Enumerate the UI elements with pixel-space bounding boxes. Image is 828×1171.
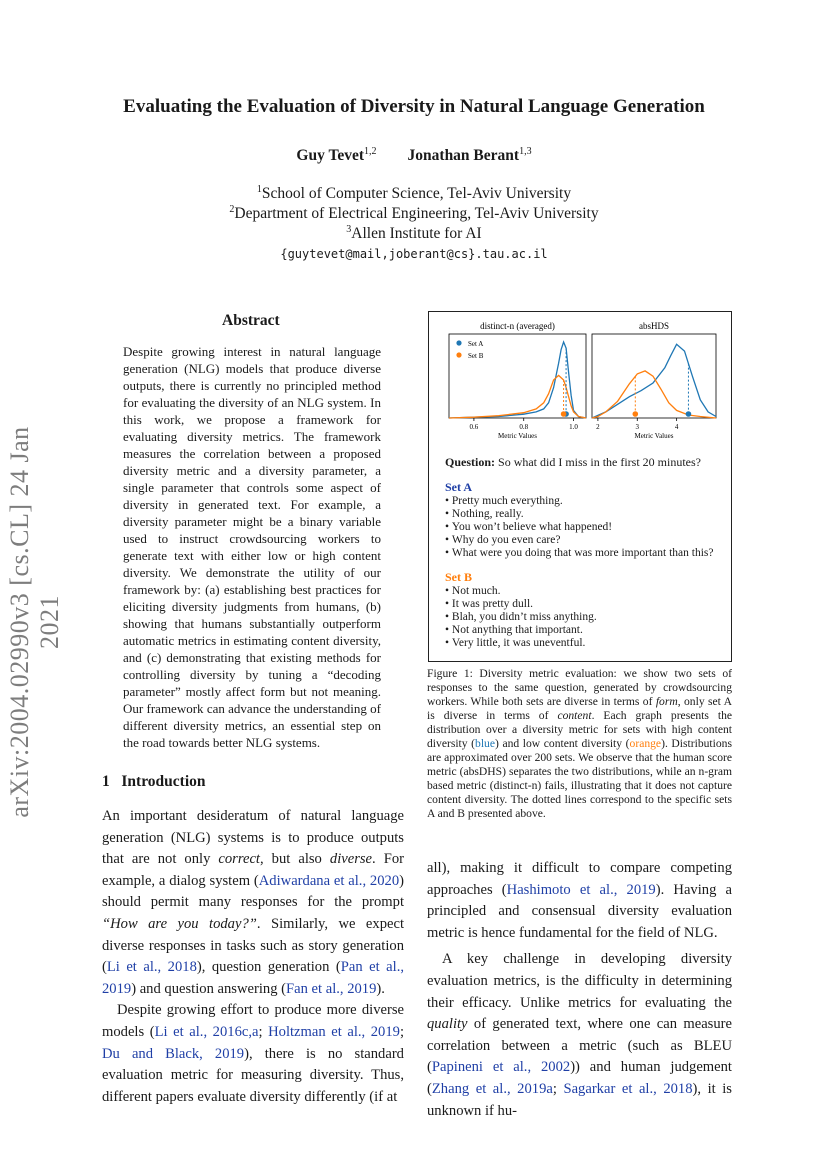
- arxiv-identifier: arXiv:2004.02990v3 [cs.CL] 24 Jan 2021: [5, 426, 64, 818]
- abstract-text: Despite growing interest in natural language generation (NLG) models that produce diverse outputs, there is currently no principled method for evaluating the diversity of an NLG system. In this work, we propose a framework for evaluating diversity metrics. The framework measures the correlation between a proposed diversity metric and a diversity parameter, a single parameter that controls some aspect of diversity in generated text. For example, a diversity parameter might be a binary variable used to instruct crowdsourcing workers to generate text with either low or high content diversity. We demonstrate the utility of our framework by: (a) establishing best practices for eliciting diversity judgments from humans, (b) showing that humans substantially outperform automatic metrics in estimating content diversity, and (c) demonstrating that existing methods for controlling diversity by tuning a “decoding parameter” mostly affect form but not meaning. Our framework can advance the understanding of different diversity metrics, an essential step on the road towards better NLG systems.: [123, 344, 381, 750]
- citation-link[interactable]: Fan et al., 2019: [286, 980, 377, 997]
- figure-caption: Figure 1: Diversity metric evaluation: we show two sets of responses to the same question, generated by crowdsourcing workers. While both sets are diverse in terms of form, only set A is diverse in terms of content. Each graph presents the distribution over a diversity metric for sets with high content diversity (blue) and low content diversity (orange). Distributions are approximated over 200 sets. We observe that the human score metric (absDHS) separates the two distributions, while an n-gram based metric (distinct-n) fails, illustrating that it does not capture content diversity. The dotted lines correspond to the specific sets A and B presented above.: [427, 667, 733, 820]
- citation-link[interactable]: Hashimoto et al., 2019: [506, 881, 656, 898]
- chart-title: distinct-n (averaged): [480, 321, 555, 331]
- x-axis-label: Metric Values: [634, 432, 674, 440]
- author-name: Jonathan Berant: [407, 147, 520, 165]
- list-item: • It was pretty dull.: [445, 598, 725, 611]
- intro-right-column: [427, 858, 732, 1122]
- figure-question: Question: So what did I miss in the first 20 minutes?: [445, 455, 702, 469]
- legend-label: Set B: [468, 352, 484, 360]
- set-b-block: [445, 570, 725, 650]
- plot-frame: [592, 334, 716, 418]
- x-tick-label: 4: [674, 423, 679, 431]
- list-item: • Why do you even care?: [445, 534, 725, 547]
- x-tick-label: 2: [596, 423, 600, 431]
- list-item: • Nothing, really.: [445, 508, 725, 521]
- x-tick-label: 3: [635, 423, 640, 431]
- paragraph: An important desideratum of natural language generation (NLG) systems is to produce outputs that are not only correct, but also diverse. For example, a dialog system (Adiwardana et al., 2020) should permit many responses for the prompt “How are you today?”. Similarly, we expect diverse responses in tasks such as story generation (Li et al., 2018), question generation (Pan et al., 2019) and question answering (Fan et al., 2019).: [102, 808, 405, 997]
- abstract-heading: Abstract: [222, 312, 280, 329]
- set-a-block: [445, 480, 725, 560]
- affiliation: $^1$School of Computer Science, Tel-Aviv University: [256, 184, 572, 203]
- list-item: • What were you doing that was more important than this?: [445, 547, 725, 560]
- intro-left-column: [102, 806, 404, 1108]
- paragraph: Despite growing effort to produce more diverse models (Li et al., 2016c,a; Holtzman et al., 2019; Du and Black, 2019), there is no standard evaluation metric for measuring diversity. Thus, different papers evaluate diversity differently (if at: [102, 1002, 405, 1105]
- citation-link[interactable]: Li et al., 2018: [106, 959, 197, 976]
- x-tick-label: 0.6: [469, 423, 479, 431]
- paper-title: Evaluating the Evaluation of Diversity in Natural Language Generation: [123, 96, 705, 117]
- citation-link[interactable]: Holtzman et al., 2019: [268, 1023, 400, 1040]
- citation-link[interactable]: Sagarkar et al., 2018: [563, 1080, 693, 1097]
- list-item: • Not anything that important.: [445, 624, 725, 637]
- author-email: {guytevet@mail,joberant@cs}.tau.ac.il: [280, 247, 548, 261]
- legend-label: Set A: [468, 340, 484, 348]
- figure-charts: [429, 312, 729, 452]
- author-name: Guy Tevet: [296, 147, 365, 165]
- chart-title: absHDS: [638, 321, 670, 331]
- list-item: • Not much.: [445, 585, 725, 598]
- set-marker-point: [633, 411, 639, 417]
- set-b-label: Set B: [445, 570, 472, 584]
- density-line-set-b: [592, 371, 716, 418]
- affiliation: $^2$Department of Electrical Engineering, Tel-Aviv University: [229, 204, 599, 223]
- list-item: • You won’t believe what happened!: [445, 521, 725, 534]
- citation-link[interactable]: Papineni et al., 2002: [431, 1059, 571, 1076]
- list-item: • Pretty much everything.: [445, 495, 725, 508]
- x-tick-label: 0.8: [519, 423, 529, 431]
- legend-marker: [456, 340, 461, 345]
- citation-link[interactable]: Zhang et al., 2019a: [431, 1080, 553, 1097]
- set-b-list: [445, 585, 725, 650]
- legend-marker: [456, 352, 461, 357]
- list-item: • Very little, it was uneventful.: [445, 637, 725, 650]
- set-a-label: Set A: [445, 480, 472, 494]
- citation-link[interactable]: Adiwardana et al., 2020: [258, 872, 400, 889]
- affiliation: $^3$Allen Institute for AI: [346, 224, 482, 243]
- set-marker-point: [686, 411, 692, 417]
- x-axis-label: Metric Values: [498, 432, 537, 440]
- section-heading: 1 Introduction: [102, 773, 206, 790]
- paragraph: A key challenge in developing diversity evaluation metrics, is the difficulty in determining their efficacy. Unlike metrics for evaluating the quality of generated text, where one can measure correlation between a metric (such as BLEU (Papineni et al., 2002)) and human judgement (Zhang et al., 2019a; Sagarkar et al., 2018), it is unknown if hu-: [427, 951, 732, 1119]
- paragraph: all), making it difficult to compare competing approaches (Hashimoto et al., 2019). Having a principled and consensual diversity evaluation metric is hence fundamental for the field of NLG.: [427, 860, 732, 941]
- list-item: • Blah, you didn’t miss anything.: [445, 611, 725, 624]
- citation-link[interactable]: Du and Black, 2019: [102, 1045, 245, 1062]
- author-list: Guy Tevet$^{1,2}$ Jonathan Berant$^{1,3}$: [296, 146, 532, 165]
- set-marker-point: [561, 411, 567, 417]
- citation-link[interactable]: Li et al., 2016c,a: [154, 1023, 259, 1040]
- x-tick-label: 1.0: [569, 423, 578, 431]
- citation-link[interactable]: Pan et al., 2019: [102, 959, 404, 997]
- set-a-list: [445, 495, 725, 560]
